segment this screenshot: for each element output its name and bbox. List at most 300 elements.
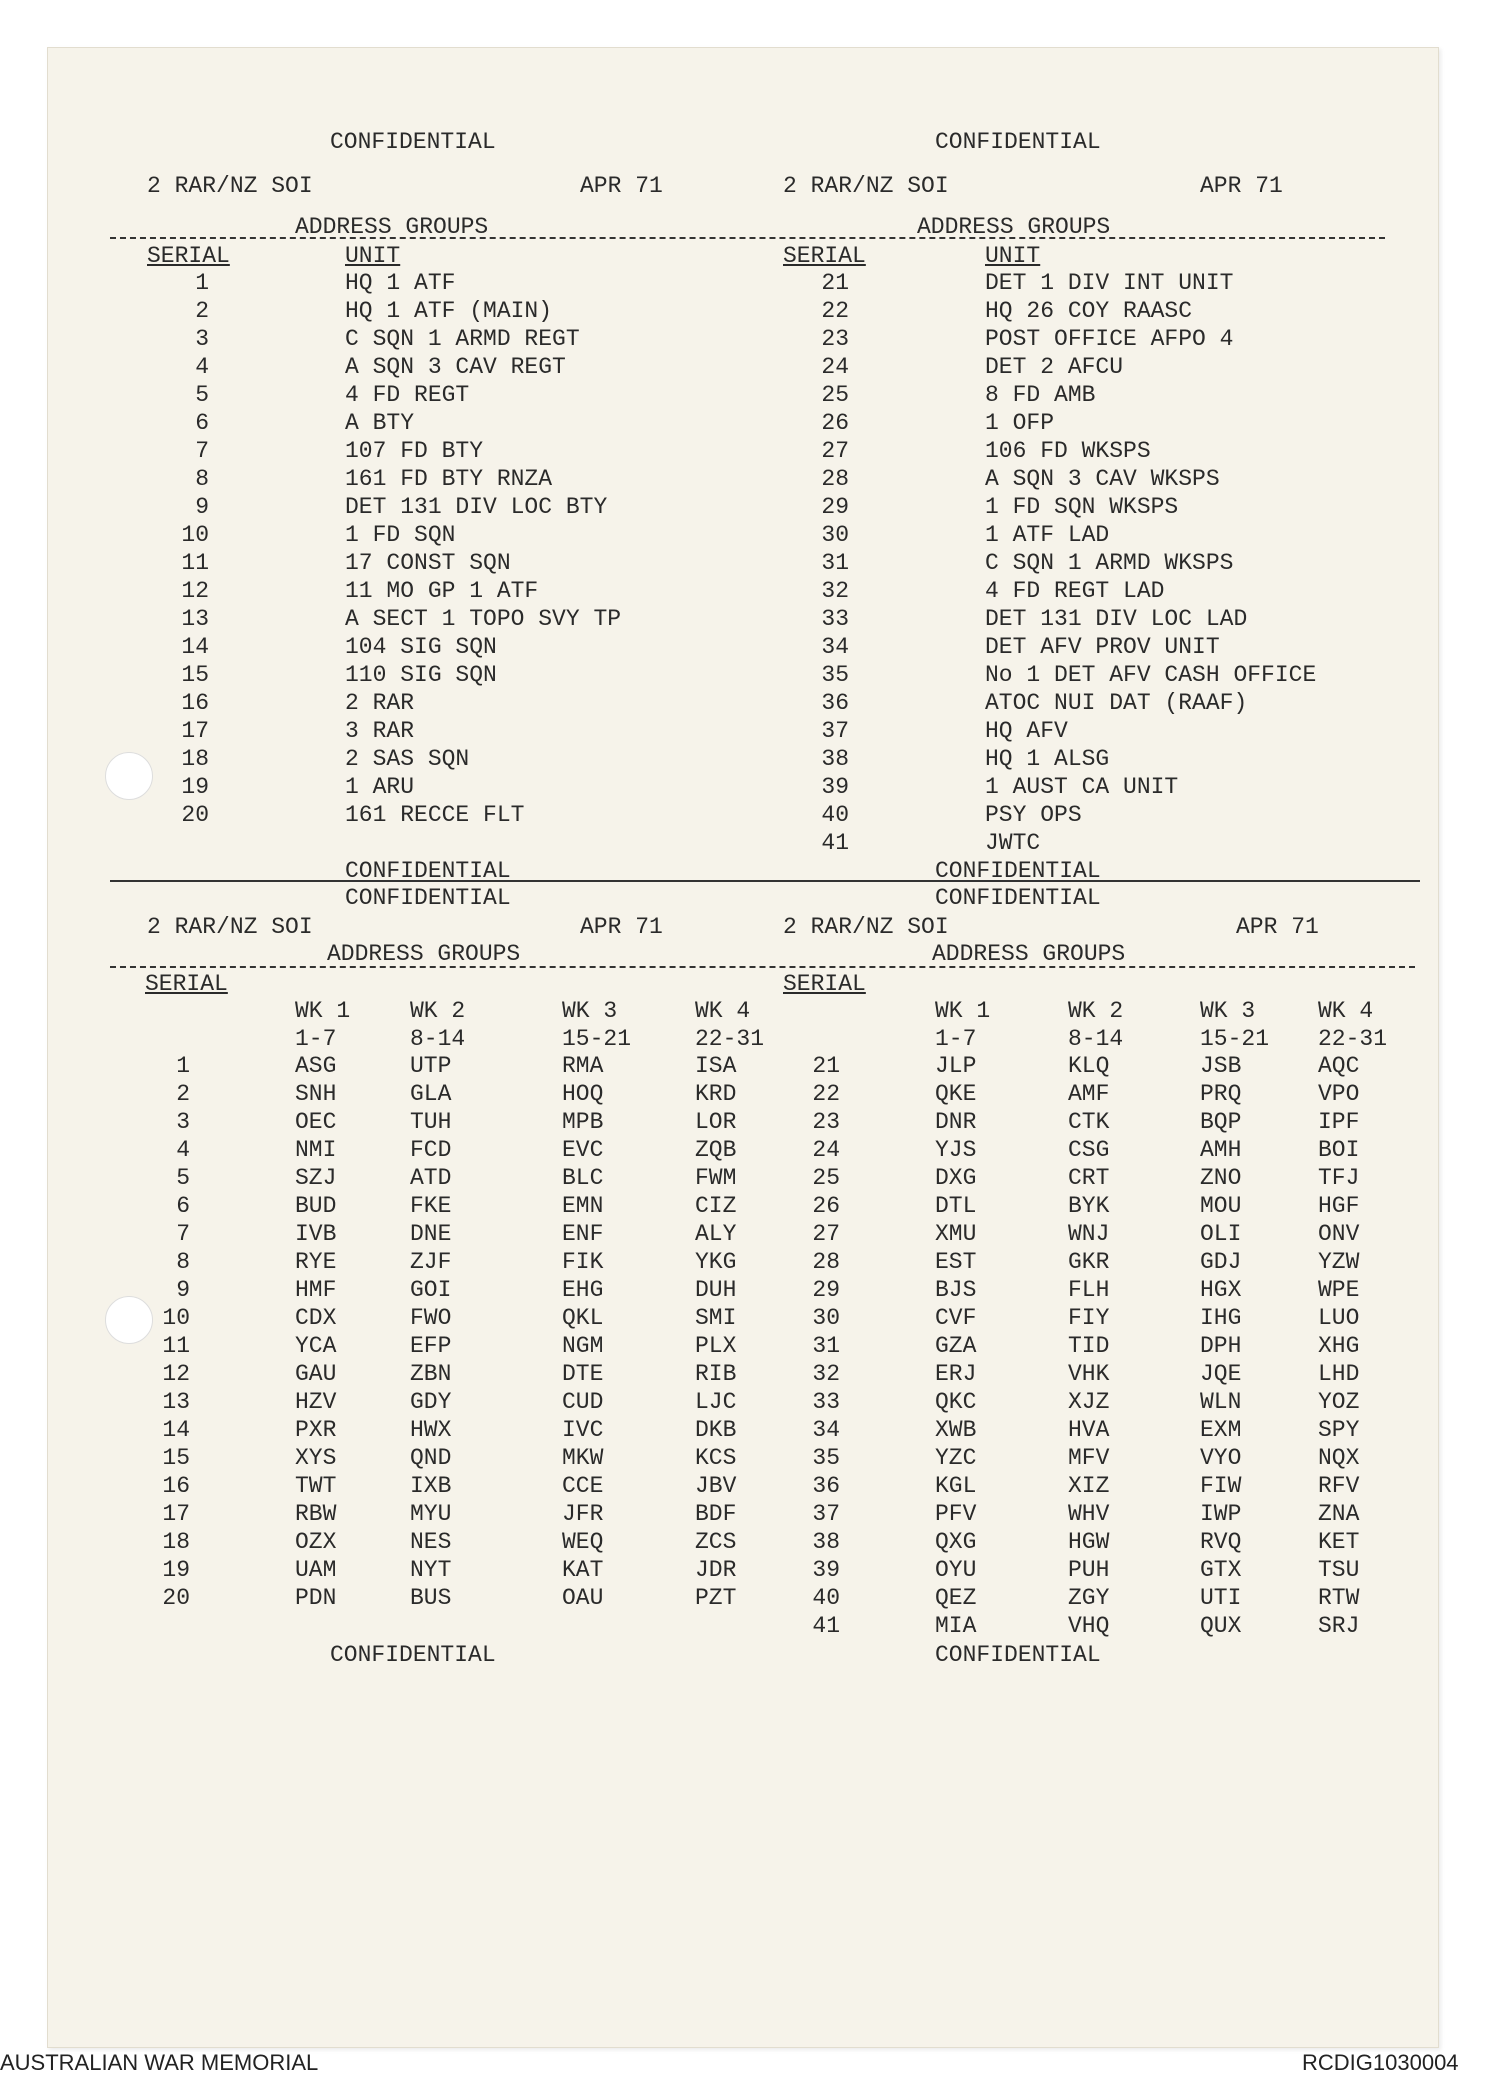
serial-cell: 38 — [812, 1529, 840, 1555]
unit-cell: PSY OPS — [985, 802, 1082, 828]
serial-cell: 34 — [821, 634, 849, 660]
code-cell: TUH — [410, 1109, 452, 1135]
bottom-left-unit-header: 2 RAR/NZ SOI — [147, 914, 313, 940]
serial-cell: 35 — [812, 1445, 840, 1471]
code-cell: MOU — [1200, 1193, 1242, 1219]
code-cell: YKG — [695, 1249, 737, 1275]
code-cell: DPH — [1200, 1333, 1242, 1359]
code-cell: ERJ — [935, 1361, 977, 1387]
unit-cell: 107 FD BTY — [345, 438, 484, 464]
unit-cell: 1 ARU — [345, 774, 415, 800]
serial-cell: 24 — [812, 1137, 840, 1163]
code-cell: GDJ — [1200, 1249, 1242, 1275]
code-cell: IWP — [1200, 1501, 1242, 1527]
code-cell: FWO — [410, 1305, 452, 1331]
week-label: WK 3 — [562, 998, 618, 1024]
code-cell: RMA — [562, 1053, 604, 1079]
code-cell: SPY — [1318, 1417, 1360, 1443]
code-cell: TFJ — [1318, 1165, 1360, 1191]
top-left-unit-header: 2 RAR/NZ SOI — [147, 173, 313, 199]
top-right-unit-header: 2 RAR/NZ SOI — [783, 173, 949, 199]
unit-cell: 4 FD REGT — [345, 382, 470, 408]
code-cell: ATD — [410, 1165, 452, 1191]
code-cell: DNR — [935, 1109, 977, 1135]
code-cell: UTP — [410, 1053, 452, 1079]
serial-cell: 3 — [195, 326, 209, 352]
unit-cell: HQ 26 COY RAASC — [985, 298, 1193, 324]
serial-cell: 3 — [176, 1109, 190, 1135]
code-cell: JSB — [1200, 1053, 1242, 1079]
serial-cell: 13 — [181, 606, 209, 632]
serial-cell: 35 — [821, 662, 849, 688]
code-cell: LUO — [1318, 1305, 1360, 1331]
serial-cell: 27 — [821, 438, 849, 464]
code-cell: HMF — [295, 1277, 337, 1303]
unit-cell: 161 FD BTY RNZA — [345, 466, 553, 492]
code-cell: HVA — [1068, 1417, 1110, 1443]
code-cell: ZQB — [695, 1137, 737, 1163]
code-cell: AMH — [1200, 1137, 1242, 1163]
serial-cell: 32 — [812, 1361, 840, 1387]
code-cell: CRT — [1068, 1165, 1110, 1191]
top-left-date: APR 71 — [580, 173, 663, 199]
bottom-right-classification: CONFIDENTIAL — [935, 885, 1101, 911]
serial-cell: 15 — [181, 662, 209, 688]
bottom-header-rule — [110, 966, 1415, 968]
serial-cell: 8 — [195, 466, 209, 492]
serial-cell: 9 — [176, 1277, 190, 1303]
code-cell: EMN — [562, 1193, 604, 1219]
serial-cell: 4 — [195, 354, 209, 380]
serial-cell: 37 — [821, 718, 849, 744]
archive-footer-right: RCDIG1030004 — [1302, 2050, 1459, 2075]
top-right-serial-header: SERIAL — [783, 243, 866, 269]
code-cell: OYU — [935, 1557, 977, 1583]
serial-cell: 29 — [821, 494, 849, 520]
unit-cell: 1 FD SQN — [345, 522, 456, 548]
serial-cell: 18 — [162, 1529, 190, 1555]
code-cell: VYO — [1200, 1445, 1242, 1471]
bottom-left-classification: CONFIDENTIAL — [345, 885, 511, 911]
unit-cell: 161 RECCE FLT — [345, 802, 525, 828]
code-cell: YZW — [1318, 1249, 1360, 1275]
serial-cell: 24 — [821, 354, 849, 380]
serial-cell: 19 — [181, 774, 209, 800]
code-cell: XYS — [295, 1445, 337, 1471]
code-cell: VHQ — [1068, 1613, 1110, 1639]
unit-cell: POST OFFICE AFPO 4 — [985, 326, 1234, 352]
serial-cell: 6 — [195, 410, 209, 436]
unit-cell: 1 ATF LAD — [985, 522, 1110, 548]
unit-cell: DET AFV PROV UNIT — [985, 634, 1220, 660]
code-cell: GAU — [295, 1361, 337, 1387]
code-cell: IHG — [1200, 1305, 1242, 1331]
week-label: WK 4 — [1318, 998, 1374, 1024]
code-cell: GDY — [410, 1389, 452, 1415]
code-cell: DTE — [562, 1361, 604, 1387]
unit-cell: DET 131 DIV LOC BTY — [345, 494, 608, 520]
code-cell: ZNO — [1200, 1165, 1242, 1191]
serial-cell: 5 — [176, 1165, 190, 1191]
serial-cell: 5 — [195, 382, 209, 408]
top-right-date: APR 71 — [1200, 173, 1283, 199]
code-cell: DKB — [695, 1417, 737, 1443]
code-cell: QKC — [935, 1389, 977, 1415]
serial-cell: 4 — [176, 1137, 190, 1163]
bottom-right-footer-classification: CONFIDENTIAL — [935, 1642, 1101, 1668]
code-cell: XWB — [935, 1417, 977, 1443]
code-cell: GKR — [1068, 1249, 1110, 1275]
code-cell: BUD — [295, 1193, 337, 1219]
unit-cell: HQ 1 ATF (MAIN) — [345, 298, 553, 324]
serial-cell: 22 — [812, 1081, 840, 1107]
serial-cell: 11 — [162, 1333, 190, 1359]
serial-cell: 10 — [181, 522, 209, 548]
top-left-unit-col-header: UNIT — [345, 243, 401, 269]
serial-cell: 28 — [812, 1249, 840, 1275]
code-cell: PRQ — [1200, 1081, 1242, 1107]
unit-cell: 104 SIG SQN — [345, 634, 497, 660]
code-cell: BQP — [1200, 1109, 1242, 1135]
unit-cell: A BTY — [345, 410, 415, 436]
code-cell: JDR — [695, 1557, 737, 1583]
code-cell: OLI — [1200, 1221, 1242, 1247]
code-cell: XHG — [1318, 1333, 1360, 1359]
serial-cell: 36 — [812, 1473, 840, 1499]
code-cell: LOR — [695, 1109, 737, 1135]
unit-cell: 1 AUST CA UNIT — [985, 774, 1179, 800]
code-cell: MPB — [562, 1109, 604, 1135]
top-left-footer-classification: CONFIDENTIAL — [345, 858, 511, 884]
bottom-left-footer-classification: CONFIDENTIAL — [330, 1642, 496, 1668]
bottom-left-date: APR 71 — [580, 914, 663, 940]
code-cell: ZBN — [410, 1361, 452, 1387]
code-cell: RBW — [295, 1501, 337, 1527]
serial-cell: 30 — [821, 522, 849, 548]
top-right-title: ADDRESS GROUPS — [917, 214, 1111, 240]
serial-cell: 33 — [812, 1389, 840, 1415]
code-cell: FKE — [410, 1193, 452, 1219]
week-label: WK 2 — [1068, 998, 1124, 1024]
week-range: 22-31 — [695, 1026, 765, 1052]
code-cell: GZA — [935, 1333, 977, 1359]
top-header-rule — [110, 237, 1385, 239]
code-cell: OAU — [562, 1585, 604, 1611]
code-cell: KCS — [695, 1445, 737, 1471]
code-cell: GLA — [410, 1081, 452, 1107]
code-cell: RFV — [1318, 1473, 1360, 1499]
bottom-right-date: APR 71 — [1236, 914, 1319, 940]
serial-cell: 29 — [812, 1277, 840, 1303]
code-cell: IVB — [295, 1221, 337, 1247]
serial-cell: 40 — [821, 802, 849, 828]
serial-cell: 41 — [812, 1613, 840, 1639]
code-cell: KAT — [562, 1557, 604, 1583]
code-cell: NGM — [562, 1333, 604, 1359]
unit-cell: 11 MO GP 1 ATF — [345, 578, 539, 604]
serial-cell: 40 — [812, 1585, 840, 1611]
serial-cell: 23 — [821, 326, 849, 352]
code-cell: RTW — [1318, 1585, 1360, 1611]
serial-cell: 20 — [181, 802, 209, 828]
code-cell: JBV — [695, 1473, 737, 1499]
code-cell: AQC — [1318, 1053, 1360, 1079]
unit-cell: DET 2 AFCU — [985, 354, 1124, 380]
serial-cell: 28 — [821, 466, 849, 492]
code-cell: BUS — [410, 1585, 452, 1611]
code-cell: FIY — [1068, 1305, 1110, 1331]
bottom-right-title: ADDRESS GROUPS — [932, 941, 1126, 967]
unit-cell: DET 131 DIV LOC LAD — [985, 606, 1248, 632]
code-cell: BLC — [562, 1165, 604, 1191]
code-cell: CSG — [1068, 1137, 1110, 1163]
code-cell: NQX — [1318, 1445, 1360, 1471]
code-cell: GOI — [410, 1277, 452, 1303]
code-cell: NMI — [295, 1137, 337, 1163]
code-cell: XMU — [935, 1221, 977, 1247]
week-range: 8-14 — [1068, 1026, 1124, 1052]
serial-cell: 13 — [162, 1389, 190, 1415]
serial-cell: 21 — [812, 1053, 840, 1079]
serial-cell: 31 — [821, 550, 849, 576]
code-cell: RYE — [295, 1249, 337, 1275]
week-range: 8-14 — [410, 1026, 466, 1052]
code-cell: FIK — [562, 1249, 604, 1275]
code-cell: ENF — [562, 1221, 604, 1247]
code-cell: DNE — [410, 1221, 452, 1247]
unit-cell: 2 SAS SQN — [345, 746, 470, 772]
serial-cell: 25 — [821, 382, 849, 408]
code-cell: ZCS — [695, 1529, 737, 1555]
bottom-right-serial-header: SERIAL — [783, 971, 866, 997]
punch-hole-top — [105, 752, 153, 800]
code-cell: DTL — [935, 1193, 977, 1219]
code-cell: YCA — [295, 1333, 337, 1359]
week-range: 1-7 — [935, 1026, 977, 1052]
serial-cell: 39 — [821, 774, 849, 800]
code-cell: BJS — [935, 1277, 977, 1303]
unit-cell: C SQN 1 ARMD WKSPS — [985, 550, 1234, 576]
serial-cell: 7 — [176, 1221, 190, 1247]
unit-cell: 17 CONST SQN — [345, 550, 511, 576]
code-cell: EHG — [562, 1277, 604, 1303]
serial-cell: 41 — [821, 830, 849, 856]
serial-cell: 26 — [812, 1193, 840, 1219]
code-cell: NYT — [410, 1557, 452, 1583]
code-cell: HZV — [295, 1389, 337, 1415]
unit-cell: JWTC — [985, 830, 1041, 856]
code-cell: KLQ — [1068, 1053, 1110, 1079]
code-cell: ASG — [295, 1053, 337, 1079]
top-left-title: ADDRESS GROUPS — [295, 214, 489, 240]
code-cell: ZJF — [410, 1249, 452, 1275]
code-cell: SZJ — [295, 1165, 337, 1191]
unit-cell: 3 RAR — [345, 718, 415, 744]
serial-cell: 25 — [812, 1165, 840, 1191]
week-label: WK 1 — [295, 998, 351, 1024]
code-cell: CVF — [935, 1305, 977, 1331]
serial-cell: 31 — [812, 1333, 840, 1359]
code-cell: FIW — [1200, 1473, 1242, 1499]
code-cell: TWT — [295, 1473, 337, 1499]
serial-cell: 23 — [812, 1109, 840, 1135]
serial-cell: 16 — [181, 690, 209, 716]
top-right-unit-col-header: UNIT — [985, 243, 1041, 269]
code-cell: EFP — [410, 1333, 452, 1359]
code-cell: ZGY — [1068, 1585, 1110, 1611]
code-cell: ISA — [695, 1053, 737, 1079]
serial-cell: 9 — [195, 494, 209, 520]
code-cell: QXG — [935, 1529, 977, 1555]
code-cell: WPE — [1318, 1277, 1360, 1303]
serial-cell: 15 — [162, 1445, 190, 1471]
code-cell: PXR — [295, 1417, 337, 1443]
code-cell: NES — [410, 1529, 452, 1555]
unit-cell: 1 OFP — [985, 410, 1055, 436]
code-cell: WHV — [1068, 1501, 1110, 1527]
code-cell: JLP — [935, 1053, 977, 1079]
unit-cell: 8 FD AMB — [985, 382, 1096, 408]
code-cell: TID — [1068, 1333, 1110, 1359]
serial-cell: 17 — [162, 1501, 190, 1527]
serial-cell: 14 — [181, 634, 209, 660]
code-cell: IVC — [562, 1417, 604, 1443]
code-cell: QKE — [935, 1081, 977, 1107]
code-cell: VHK — [1068, 1361, 1110, 1387]
unit-cell: HQ 1 ALSG — [985, 746, 1110, 772]
code-cell: QEZ — [935, 1585, 977, 1611]
unit-cell: A SECT 1 TOPO SVY TP — [345, 606, 622, 632]
code-cell: WLN — [1200, 1389, 1242, 1415]
code-cell: FCD — [410, 1137, 452, 1163]
serial-cell: 38 — [821, 746, 849, 772]
code-cell: HWX — [410, 1417, 452, 1443]
code-cell: XIZ — [1068, 1473, 1110, 1499]
code-cell: HGX — [1200, 1277, 1242, 1303]
code-cell: IPF — [1318, 1109, 1360, 1135]
code-cell: SNH — [295, 1081, 337, 1107]
code-cell: JQE — [1200, 1361, 1242, 1387]
unit-cell: 1 FD SQN WKSPS — [985, 494, 1179, 520]
week-range: 15-21 — [562, 1026, 632, 1052]
unit-cell: C SQN 1 ARMD REGT — [345, 326, 580, 352]
serial-cell: 37 — [812, 1501, 840, 1527]
code-cell: AMF — [1068, 1081, 1110, 1107]
serial-cell: 11 — [181, 550, 209, 576]
code-cell: UAM — [295, 1557, 337, 1583]
code-cell: CDX — [295, 1305, 337, 1331]
code-cell: PDN — [295, 1585, 337, 1611]
serial-cell: 14 — [162, 1417, 190, 1443]
serial-cell: 32 — [821, 578, 849, 604]
bottom-left-title: ADDRESS GROUPS — [327, 941, 521, 967]
week-label: WK 2 — [410, 998, 466, 1024]
code-cell: CTK — [1068, 1109, 1110, 1135]
code-cell: YZC — [935, 1445, 977, 1471]
code-cell: CIZ — [695, 1193, 737, 1219]
bottom-right-unit-header: 2 RAR/NZ SOI — [783, 914, 949, 940]
code-cell: XJZ — [1068, 1389, 1110, 1415]
top-right-footer-classification: CONFIDENTIAL — [935, 858, 1101, 884]
serial-cell: 39 — [812, 1557, 840, 1583]
week-range: 22-31 — [1318, 1026, 1388, 1052]
code-cell: UTI — [1200, 1585, 1242, 1611]
serial-cell: 33 — [821, 606, 849, 632]
serial-cell: 26 — [821, 410, 849, 436]
code-cell: ZNA — [1318, 1501, 1360, 1527]
code-cell: HGF — [1318, 1193, 1360, 1219]
code-cell: RIB — [695, 1361, 737, 1387]
serial-cell: 20 — [162, 1585, 190, 1611]
serial-cell: 1 — [195, 270, 209, 296]
serial-cell: 6 — [176, 1193, 190, 1219]
code-cell: FLH — [1068, 1277, 1110, 1303]
code-cell: PUH — [1068, 1557, 1110, 1583]
serial-cell: 18 — [181, 746, 209, 772]
unit-cell: No 1 DET AFV CASH OFFICE — [985, 662, 1317, 688]
top-right-classification: CONFIDENTIAL — [935, 129, 1101, 155]
section-divider — [110, 880, 1420, 882]
serial-cell: 19 — [162, 1557, 190, 1583]
code-cell: PFV — [935, 1501, 977, 1527]
code-cell: EST — [935, 1249, 977, 1275]
code-cell: DXG — [935, 1165, 977, 1191]
serial-cell: 16 — [162, 1473, 190, 1499]
code-cell: PZT — [695, 1585, 737, 1611]
code-cell: OEC — [295, 1109, 337, 1135]
code-cell: YJS — [935, 1137, 977, 1163]
code-cell: KGL — [935, 1473, 977, 1499]
code-cell: LHD — [1318, 1361, 1360, 1387]
code-cell: RVQ — [1200, 1529, 1242, 1555]
code-cell: QND — [410, 1445, 452, 1471]
serial-cell: 30 — [812, 1305, 840, 1331]
serial-cell: 7 — [195, 438, 209, 464]
code-cell: PLX — [695, 1333, 737, 1359]
serial-cell: 17 — [181, 718, 209, 744]
code-cell: BOI — [1318, 1137, 1360, 1163]
code-cell: BYK — [1068, 1193, 1110, 1219]
serial-cell: 2 — [176, 1081, 190, 1107]
week-label: WK 3 — [1200, 998, 1256, 1024]
unit-cell: HQ AFV — [985, 718, 1068, 744]
code-cell: MYU — [410, 1501, 452, 1527]
code-cell: YOZ — [1318, 1389, 1360, 1415]
unit-cell: HQ 1 ATF — [345, 270, 456, 296]
unit-cell: 106 FD WKSPS — [985, 438, 1151, 464]
code-cell: ALY — [695, 1221, 737, 1247]
code-cell: WNJ — [1068, 1221, 1110, 1247]
unit-cell: ATOC NUI DAT (RAAF) — [985, 690, 1248, 716]
code-cell: IXB — [410, 1473, 452, 1499]
week-label: WK 4 — [695, 998, 751, 1024]
code-cell: GTX — [1200, 1557, 1242, 1583]
code-cell: OZX — [295, 1529, 337, 1555]
week-range: 15-21 — [1200, 1026, 1270, 1052]
serial-cell: 27 — [812, 1221, 840, 1247]
top-left-classification: CONFIDENTIAL — [330, 129, 496, 155]
code-cell: FWM — [695, 1165, 737, 1191]
serial-cell: 21 — [821, 270, 849, 296]
serial-cell: 36 — [821, 690, 849, 716]
code-cell: TSU — [1318, 1557, 1360, 1583]
code-cell: QKL — [562, 1305, 604, 1331]
unit-cell: A SQN 3 CAV WKSPS — [985, 466, 1220, 492]
code-cell: SMI — [695, 1305, 737, 1331]
unit-cell: 110 SIG SQN — [345, 662, 497, 688]
serial-cell: 8 — [176, 1249, 190, 1275]
serial-cell: 10 — [162, 1305, 190, 1331]
